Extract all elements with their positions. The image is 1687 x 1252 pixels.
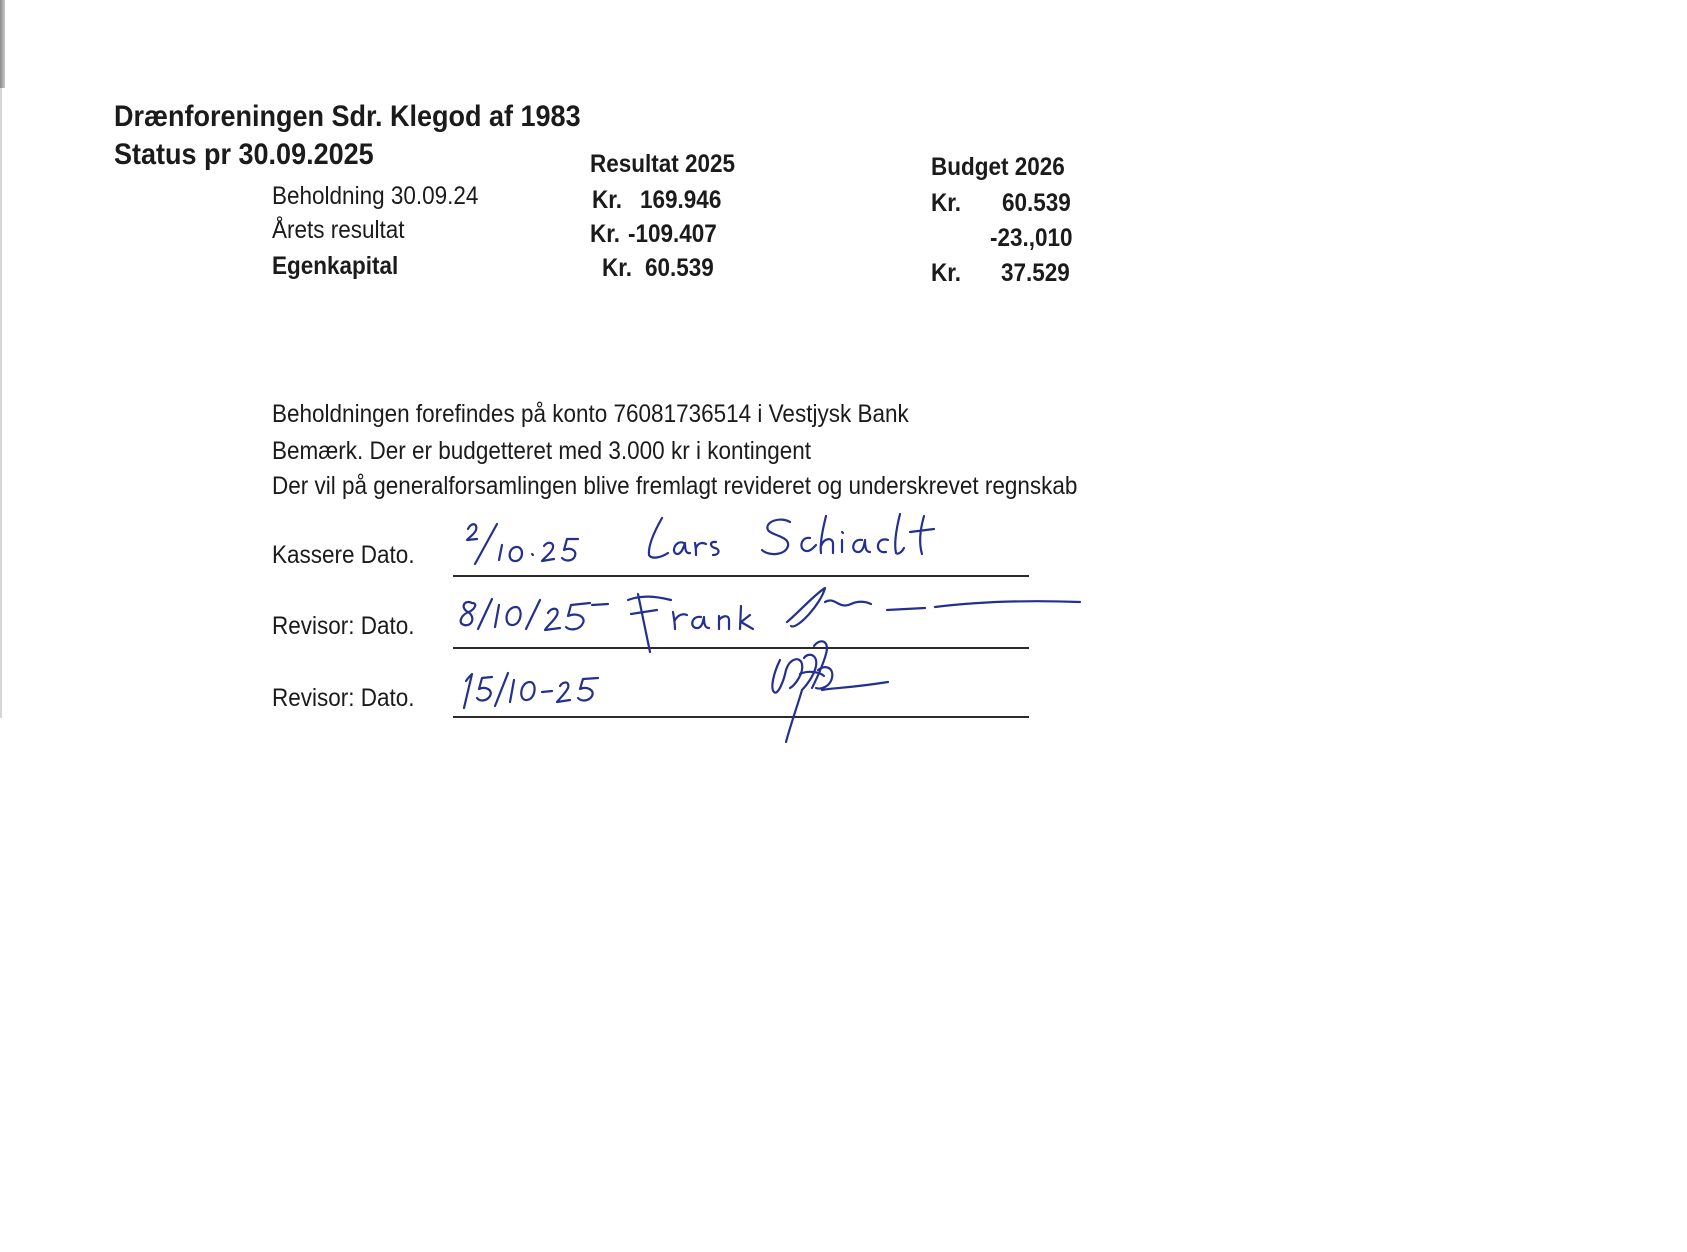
column-heading-budget: Budget 2026 bbox=[931, 153, 1065, 181]
row-label-egenkapital: Egenkapital bbox=[272, 252, 399, 280]
handwritten-date-revisor-2 bbox=[456, 668, 616, 716]
handwritten-date-kasserer bbox=[462, 520, 592, 570]
budget-currency: Kr. bbox=[931, 189, 962, 217]
handwritten-signature-revisor-2 bbox=[760, 630, 900, 750]
status-date: Status pr 30.09.2025 bbox=[114, 138, 374, 171]
column-heading-result: Resultat 2025 bbox=[590, 150, 736, 178]
signature-label-revisor-2: Revisor: Dato. bbox=[272, 684, 415, 712]
result-currency: Kr. bbox=[592, 186, 623, 214]
note-general-assembly: Der vil på generalforsamlingen blive fremlagt revideret og underskrevet regnskab bbox=[272, 472, 1078, 500]
row-label-arets-resultat: Årets resultat bbox=[272, 216, 405, 244]
document-title: Drænforeningen Sdr. Klegod af 1983 bbox=[114, 100, 581, 133]
row-label-beholdning: Beholdning 30.09.24 bbox=[272, 182, 479, 210]
handwritten-signature-kasserer bbox=[640, 510, 940, 572]
signature-line-kasserer bbox=[453, 575, 1029, 577]
note-budget-membership: Bemærk. Der er budgetteret med 3.000 kr i kontingent bbox=[272, 437, 812, 465]
scan-edge bbox=[0, 0, 5, 88]
result-currency: Kr. bbox=[590, 220, 621, 248]
signature-label-revisor-1: Revisor: Dato. bbox=[272, 612, 415, 640]
note-bank-account: Beholdningen forefindes på konto 76081736514 i Vestjysk Bank bbox=[272, 400, 909, 428]
budget-value: 60.539 bbox=[1002, 189, 1071, 217]
result-value: 169.946 bbox=[640, 186, 722, 214]
result-currency: Kr. bbox=[602, 254, 633, 282]
handwritten-date-revisor-1 bbox=[456, 595, 616, 643]
budget-value: 37.529 bbox=[1001, 259, 1070, 287]
signature-line-revisor-2 bbox=[453, 716, 1029, 718]
budget-value: -23.,010 bbox=[990, 224, 1073, 252]
scan-edge-shadow bbox=[0, 88, 2, 718]
budget-currency: Kr. bbox=[931, 259, 962, 287]
result-value: 60.539 bbox=[645, 254, 714, 282]
result-value: -109.407 bbox=[628, 220, 717, 248]
signature-label-kasserer: Kassere Dato. bbox=[272, 541, 415, 569]
